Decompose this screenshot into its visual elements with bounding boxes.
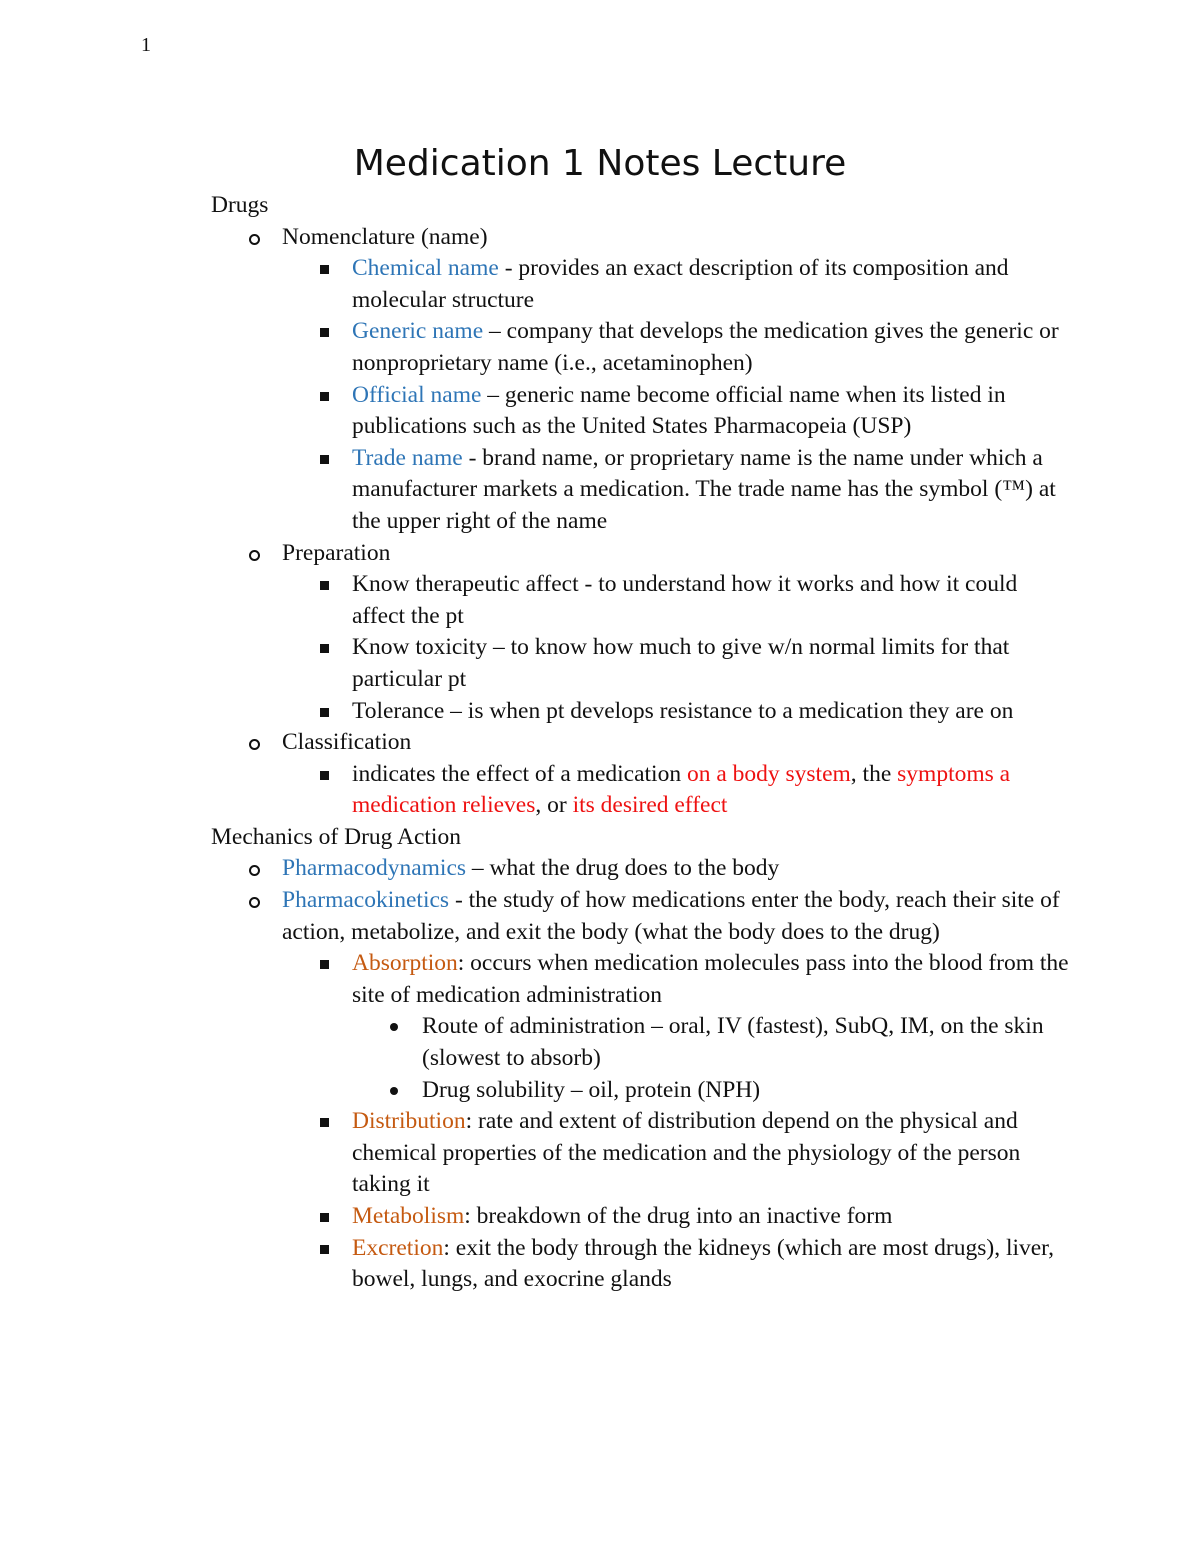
notes-body: [211, 190, 1071, 1296]
term-distribution: Distribution: [352, 1108, 466, 1135]
square-bullet-icon: [320, 455, 329, 464]
term-pharmacokinetics: Pharmacokinetics: [282, 887, 450, 914]
square-bullet-icon: [320, 328, 329, 337]
nomenclature-label: Nomenclature (name): [282, 223, 488, 250]
list-item-excretion: [211, 1233, 1071, 1296]
term-chemical-name: Chemical name: [352, 255, 499, 282]
list-item-nomenclature: [211, 222, 1071, 254]
list-item-preparation-point: [211, 632, 1071, 695]
term-metabolism: Metabolism: [352, 1203, 465, 1229]
pharmacokinetics-desc: - the study of how medications enter the body, reach their site of action, metabolize, and exit the body (what the body does to the drug): [282, 887, 1060, 945]
page-title: Medication 1 Notes Lecture: [353, 143, 847, 184]
preparation-point-text: Know toxicity – to know how much to give w/n normal limits for that particular pt: [352, 634, 1010, 692]
absorption-desc: : occurs when medication molecules pass into the blood from the site of medication administration: [352, 950, 1069, 1008]
list-item-chemical-name: [211, 253, 1071, 316]
list-item-metabolism: [211, 1201, 1071, 1233]
generic-name-desc: – company that develops the medication gives the generic or nonproprietary name (i.e., acetaminophen): [352, 318, 1059, 376]
section-heading-drugs: Drugs: [211, 192, 269, 218]
list-item-pharmacodynamics: [211, 853, 1071, 885]
metabolism-desc: : breakdown of the drug into an inactive form: [464, 1203, 893, 1229]
term-trade-name: Trade name: [352, 444, 463, 471]
term-excretion: Excretion: [352, 1234, 444, 1261]
classification-text-part: , the: [850, 760, 898, 787]
square-bullet-icon: [320, 392, 329, 401]
section-heading-mechanics: Mechanics of Drug Action: [211, 823, 461, 850]
list-item-preparation-point: [211, 569, 1071, 632]
chemical-name-desc: - provides an exact description of its composition and molecular structure: [352, 255, 1009, 313]
square-bullet-icon: [320, 265, 329, 274]
absorption-sub-text: Route of administration – oral, IV (fastest), SubQ, IM, on the skin (slowest to absorb): [422, 1013, 1044, 1072]
term-absorption: Absorption: [352, 950, 458, 977]
highlight-symptoms-relieved: symptoms a medication relieves: [352, 760, 1011, 819]
list-item-absorption-sub: [211, 1075, 1071, 1107]
square-bullet-icon: [320, 1118, 329, 1127]
list-item-classification: [211, 727, 1071, 759]
list-item-distribution: [211, 1106, 1071, 1201]
hollow-circle-bullet-icon: [249, 739, 260, 750]
absorption-sub-text: Drug solubility – oil, protein (NPH): [422, 1076, 761, 1103]
square-bullet-icon: [320, 771, 329, 780]
square-bullet-icon: [320, 644, 329, 653]
page-number: 1: [141, 34, 151, 56]
list-item-classification-desc: [211, 759, 1071, 822]
round-bullet-icon: [390, 1023, 398, 1031]
highlight-body-system: on a body system: [686, 760, 851, 787]
hollow-circle-bullet-icon: [249, 897, 260, 908]
hollow-circle-bullet-icon: [249, 550, 260, 561]
term-official-name: Official name: [352, 381, 482, 408]
list-item-absorption-sub: [211, 1011, 1071, 1074]
square-bullet-icon: [320, 581, 329, 590]
official-name-desc: – generic name become official name when its listed in publications such as the United States Pharmacopeia (USP): [352, 381, 1006, 440]
square-bullet-icon: [320, 708, 329, 717]
list-item-official-name: [211, 380, 1071, 443]
hollow-circle-bullet-icon: [249, 234, 260, 245]
preparation-label: Preparation: [282, 539, 391, 566]
square-bullet-icon: [320, 1245, 329, 1254]
pharmacodynamics-desc: – what the drug does to the body: [466, 855, 780, 882]
list-item-pharmacokinetics: [211, 885, 1071, 948]
list-item-generic-name: [211, 316, 1071, 379]
square-bullet-icon: [320, 1213, 329, 1222]
excretion-desc: : exit the body through the kidneys (which are most drugs), liver, bowel, lungs, and exocrine glands: [352, 1234, 1054, 1293]
distribution-desc: : rate and extent of distribution depend on the physical and chemical properties of the medication and the physiology of the person taking it: [352, 1108, 1021, 1198]
list-item-trade-name: [211, 443, 1071, 538]
list-item-preparation-point: [211, 696, 1071, 728]
preparation-point-text: Tolerance – is when pt develops resistance to a medication they are on: [352, 697, 1014, 724]
term-generic-name: Generic name: [352, 318, 484, 345]
list-item-preparation: [211, 538, 1071, 570]
classification-label: Classification: [282, 729, 412, 756]
highlight-desired-effect: its desired effect: [572, 792, 728, 819]
preparation-point-text: Know therapeutic affect - to understand how it works and how it could affect the pt: [352, 571, 1018, 629]
classification-text-part: indicates the effect of a medication: [352, 760, 687, 787]
square-bullet-icon: [320, 960, 329, 969]
term-pharmacodynamics: Pharmacodynamics: [282, 855, 467, 882]
list-item-absorption: [211, 948, 1071, 1011]
round-bullet-icon: [390, 1087, 398, 1095]
trade-name-desc: - brand name, or proprietary name is the name under which a manufacturer markets a medication. The trade name has the symbol (™) at the upper right of the name: [352, 444, 1056, 534]
classification-text-part: , or: [535, 792, 573, 819]
hollow-circle-bullet-icon: [249, 865, 260, 876]
